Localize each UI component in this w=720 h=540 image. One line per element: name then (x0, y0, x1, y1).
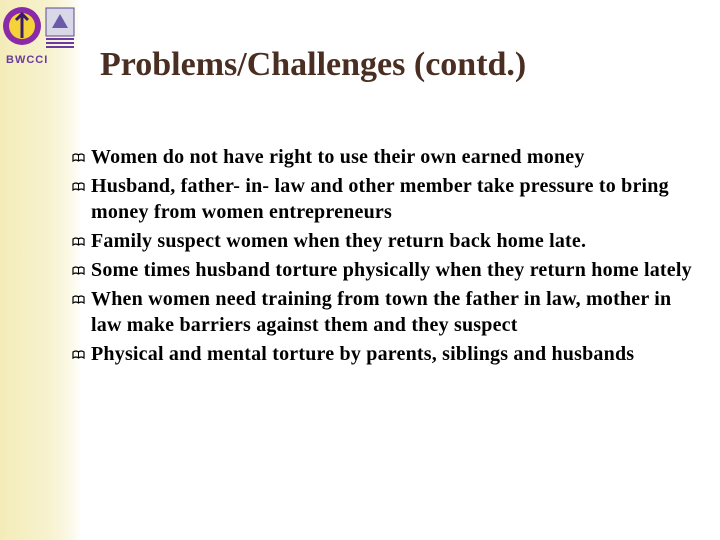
open-book-bullet-icon (72, 295, 85, 304)
bullet-item (72, 286, 702, 338)
bullet-item (72, 341, 702, 367)
open-book-bullet-icon (72, 153, 85, 162)
bullet-item (72, 228, 702, 254)
slide-title: Problems/Challenges (contd.) (100, 46, 527, 83)
open-book-bullet-icon (72, 266, 85, 275)
bullet-item (72, 257, 702, 283)
open-book-bullet-icon (72, 350, 85, 359)
bullet-text: Women do not have right to use their own earned money (91, 146, 585, 168)
bullet-text: Physical and mental torture by parents, siblings and husbands (91, 343, 635, 365)
bullet-text: Husband, father- in- law and other member take pressure to bring money from women entrepreneurs (91, 175, 669, 223)
logo-label: BWCCI (6, 54, 49, 66)
bwcci-logo (2, 0, 80, 72)
bullet-text: When women need training from town the father in law, mother in law make barriers against them and they suspect (91, 288, 672, 336)
side-decorative-band (0, 0, 82, 540)
open-book-bullet-icon (72, 182, 85, 191)
bwcci-logo-icon (2, 0, 80, 56)
bullet-list (72, 144, 702, 370)
bullet-text: Some times husband torture physically when they return home lately (91, 259, 692, 281)
open-book-bullet-icon (72, 237, 85, 246)
bullet-item (72, 144, 702, 170)
bullet-text: Family suspect women when they return back home late. (91, 230, 587, 252)
bullet-item (72, 173, 702, 225)
